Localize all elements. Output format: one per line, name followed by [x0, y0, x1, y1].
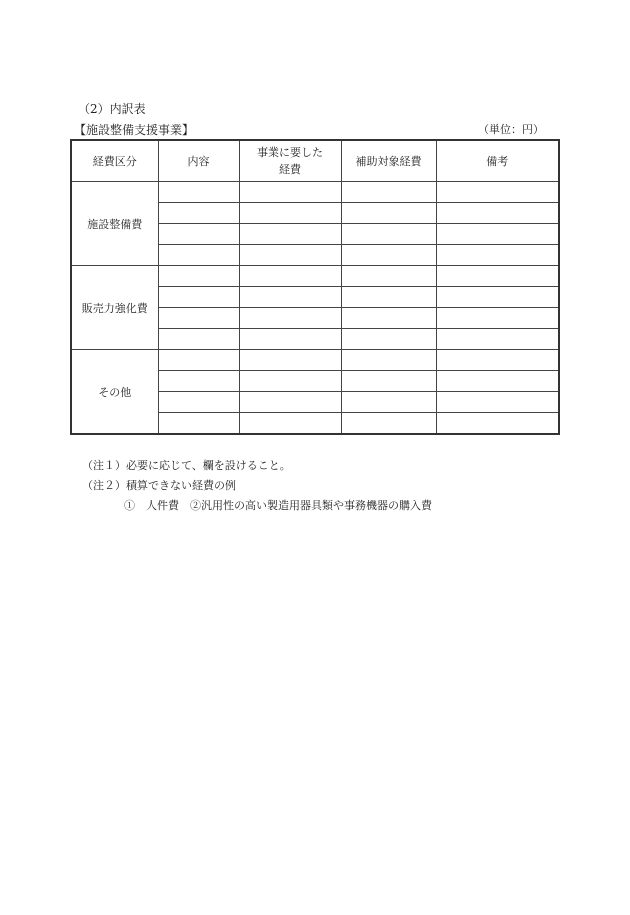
header-row — [71, 140, 559, 182]
table-cell[interactable] — [239, 371, 341, 392]
table-row — [71, 266, 559, 287]
table-cell[interactable] — [436, 287, 559, 308]
table-cell[interactable] — [158, 371, 239, 392]
table-cell[interactable] — [158, 329, 239, 350]
table-cell[interactable] — [436, 182, 559, 203]
table-cell[interactable] — [436, 350, 559, 371]
table-cell[interactable] — [341, 371, 436, 392]
table-cell[interactable] — [341, 224, 436, 245]
header-eligible-cost: 補助対象経費 — [341, 140, 436, 182]
category-cell: その他 — [71, 350, 158, 435]
table-cell[interactable] — [341, 392, 436, 413]
table-cell[interactable] — [158, 392, 239, 413]
table-cell[interactable] — [158, 203, 239, 224]
table-cell[interactable] — [341, 266, 436, 287]
table-cell[interactable] — [436, 245, 559, 266]
table-cell[interactable] — [239, 392, 341, 413]
category-cell: 施設整備費 — [71, 182, 158, 266]
table-cell[interactable] — [436, 203, 559, 224]
table-cell[interactable] — [239, 203, 341, 224]
category-cell: 販売力強化費 — [71, 266, 158, 350]
table-cell[interactable] — [239, 224, 341, 245]
table-cell[interactable] — [341, 413, 436, 435]
table-cell[interactable] — [341, 287, 436, 308]
table-cell[interactable] — [341, 329, 436, 350]
table-cell[interactable] — [341, 245, 436, 266]
unit-label: （単位：円） — [478, 123, 544, 136]
table-cell[interactable] — [158, 266, 239, 287]
table-cell[interactable] — [239, 287, 341, 308]
table-cell[interactable] — [239, 266, 341, 287]
header-content: 内容 — [158, 140, 239, 182]
note-2-examples: ① 人件費 ②汎用性の高い製造用器具類や事務機器の購入費 — [124, 499, 432, 512]
table-cell[interactable] — [436, 308, 559, 329]
table-cell[interactable] — [436, 266, 559, 287]
header-category: 経費区分 — [71, 140, 158, 182]
breakdown-table — [70, 139, 560, 435]
section-heading: （2）内訳表 — [78, 102, 146, 116]
notes — [82, 456, 432, 516]
note-2: （注２）積算できない経費の例 — [82, 479, 236, 492]
table-cell[interactable] — [436, 224, 559, 245]
table-cell[interactable] — [158, 182, 239, 203]
table-cell[interactable] — [239, 350, 341, 371]
table-cell[interactable] — [239, 413, 341, 435]
table-cell[interactable] — [158, 308, 239, 329]
table-cell[interactable] — [436, 371, 559, 392]
table-cell[interactable] — [341, 203, 436, 224]
table-cell[interactable] — [436, 329, 559, 350]
table-cell[interactable] — [239, 308, 341, 329]
table-cell[interactable] — [341, 308, 436, 329]
table-cell[interactable] — [158, 413, 239, 435]
table-cell[interactable] — [436, 392, 559, 413]
table-cell[interactable] — [239, 329, 341, 350]
table-cell[interactable] — [158, 224, 239, 245]
table-row — [71, 350, 559, 371]
table-cell[interactable] — [341, 350, 436, 371]
table-cell[interactable] — [158, 287, 239, 308]
table-title: 【施設整備支援事業】 — [74, 123, 195, 137]
table-cell[interactable] — [239, 182, 341, 203]
table-cell[interactable] — [158, 350, 239, 371]
table-cell[interactable] — [341, 182, 436, 203]
header-project-cost: 事業に要した 経費 — [239, 140, 341, 182]
table-cell[interactable] — [239, 245, 341, 266]
table-cell[interactable] — [158, 245, 239, 266]
table-row — [71, 182, 559, 203]
header-remarks: 備考 — [436, 140, 559, 182]
table-cell[interactable] — [436, 413, 559, 435]
note-1: （注１）必要に応じて、欄を設けること。 — [82, 459, 291, 472]
